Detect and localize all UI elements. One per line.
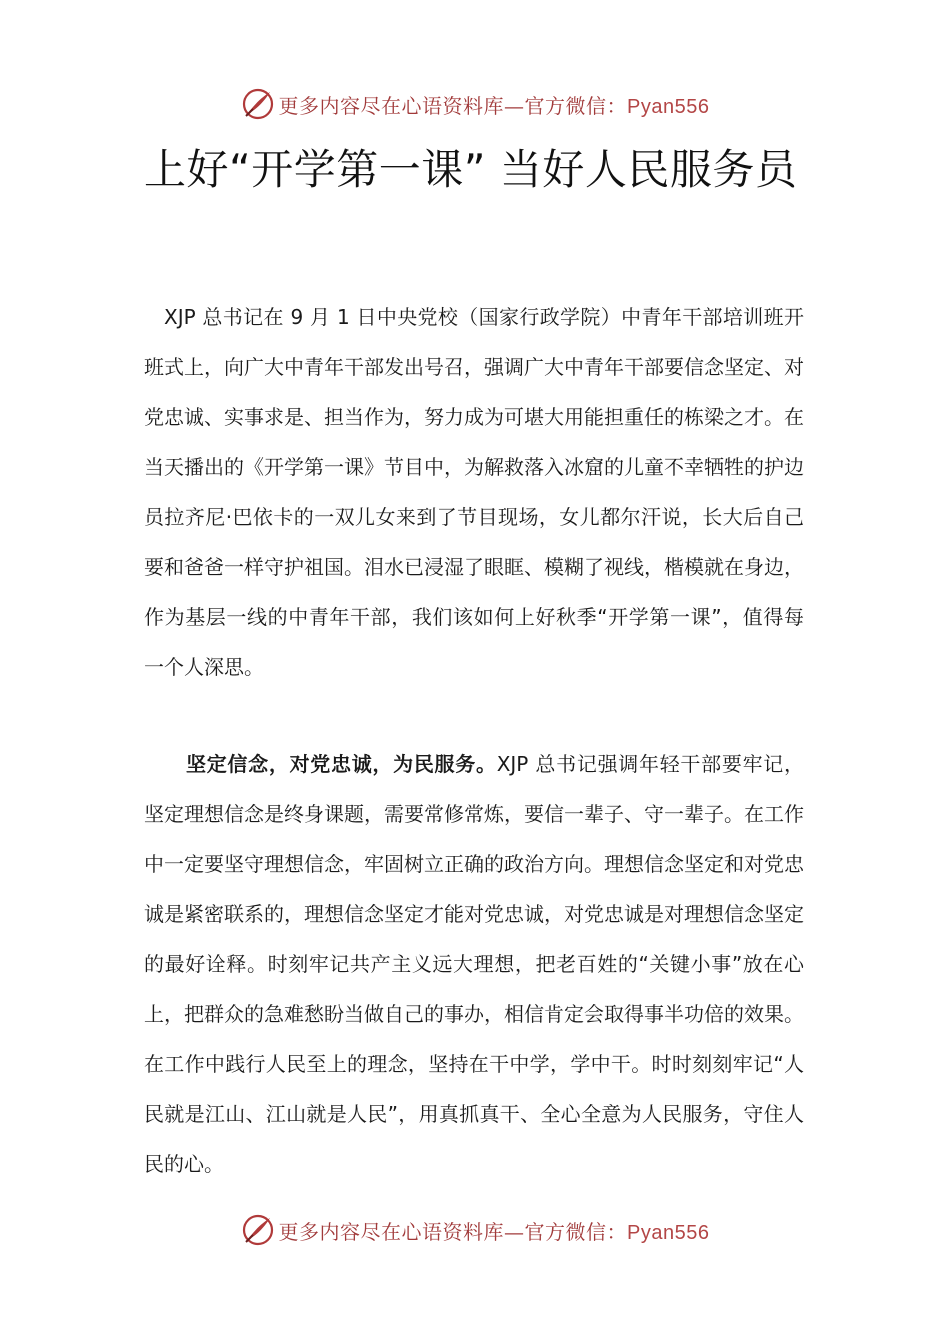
paragraph-intro xyxy=(144,292,804,692)
quill-logo-icon xyxy=(241,87,275,121)
paragraph-section-1-text: XJP 总书记强调年轻干部要牢记，坚定理想信念是终身课题，需要常修常炼，要信一辈子、守一辈子。在工作中一定要坚守理想信念，牢固树立正确的政治方向。理想信念坚定和对党忠诚是紧密联系的，理想信念坚定才能对党忠诚，对党忠诚是对理想信念坚定的最好诠释。时刻牢记共产主义远大理想，把老百姓的“关键小事”放在心上，把群众的急难愁盼当做自己的事办，相信肯定会取得事半功倍的效果。在工作中践行人民至上的理念，坚持在干中学，学中干。时时刻刻牢记“人民就是江山、江山就是人民”，用真抓真干、全心全意为人民服务，守住人民的心。 xyxy=(144,752,804,1176)
header-wechat-id: Pyan556 xyxy=(627,95,710,118)
paragraph-section-1-lead: 坚定信念，对党忠诚，为民服务。 xyxy=(186,752,497,776)
quill-logo-icon xyxy=(241,1213,275,1247)
document-title: 上好“开学第一课” 当好人民服务员 xyxy=(144,145,798,194)
paragraph-section-1 xyxy=(144,739,804,1189)
footer-wechat-id: Pyan556 xyxy=(627,1221,710,1244)
paragraph-intro-text: XJP 总书记在 9 月 1 日中央党校（国家行政学院）中青年干部培训班开班式上，向广大中青年干部发出号召，强调广大中青年干部要信念坚定、对党忠诚、实事求是、担当作为，努力成为可堪大用能担重任的栋梁之才。在当天播出的《开学第一课》节目中，为解救落入冰窟的儿童不幸牺牲的护边员拉齐尼·巴依卡的一双儿女来到了节目现场，女儿都尔汗说，长大后自己要和爸爸一样守护祖国。泪水已浸湿了眼眶、模糊了视线，楷模就在身边，作为基层一线的中青年干部，我们该如何上好秋季“开学第一课”，值得每一个人深思。 xyxy=(144,305,804,679)
footer-watermark-text xyxy=(279,1216,710,1245)
header-watermark-text xyxy=(279,90,710,119)
footer-watermark-banner xyxy=(0,1210,950,1250)
header-banner-label: 更多内容尽在心语资料库—官方微信： xyxy=(278,93,628,118)
footer-banner-label: 更多内容尽在心语资料库—官方微信： xyxy=(278,1219,628,1244)
header-watermark-banner xyxy=(0,84,950,124)
